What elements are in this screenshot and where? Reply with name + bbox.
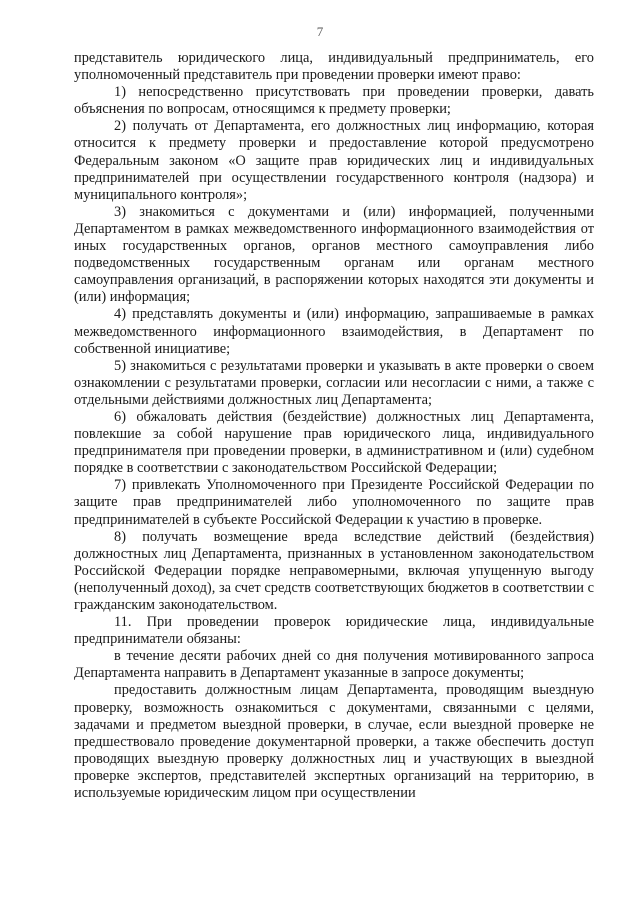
paragraph-obligation-2: предоставить должностным лицам Департамента, проводящим выездную проверку, возможность ознакомиться с документами, связанными с целями, задачами и предметом выездной проверки, в случае, если выездной проверке не предшествовало проведение документарной проверки, а также обеспечить доступ проводящих выездную проверку должностных лиц и участвующих в выездной проверке экспертов, представителей экспертных организаций на территорию, в используемые юридическим лицом при осуществлении [74,682,594,802]
paragraph-right-3: 3) знакомиться с документами и (или) информацией, полученными Департаментом в рамках межведомственного информационного взаимодействия от иных государственных органов, органов местного самоуправления либо подведомственных государственным органам или органам местного самоуправления организаций, в распоряжении которых находятся эти документы и (или) информация; [74,203,594,306]
paragraph-right-7: 7) привлекать Уполномоченного при Президенте Российской Федерации по защите прав предпринимателей либо уполномоченного по защите прав предпринимателей в субъекте Российской Федерации к участию в проверке. [74,477,594,528]
paragraph-right-8: 8) получать возмещение вреда вследствие действий (бездействия) должностных лиц Департамента, признанных в установленном законодательством Российской Федерации порядке неправомерными, включая упущенную выгоду (неполученный доход), за счет средств соответствующих бюджетов в соответствии с гражданским законодательством. [74,528,594,613]
paragraph-right-5: 5) знакомиться с результатами проверки и указывать в акте проверки о своем ознакомлении с результатами проверки, согласии или несогласии с ними, а также с отдельными действиями должностных лиц Департамента; [74,357,594,408]
paragraph-section-11: 11. При проведении проверок юридические лица, индивидуальные предприниматели обязаны: [74,614,594,648]
page-number: 7 [316,24,324,39]
paragraph-right-6: 6) обжаловать действия (бездействие) должностных лиц Департамента, повлекшие за собой нарушение прав юридического лица, индивидуального предпринимателя при проведении проверки, в административном и (или) судебном порядке в соответствии с законодательством Российской Федерации; [74,408,594,477]
document-body [74,50,594,802]
paragraph-intro: представитель юридического лица, индивидуальный предприниматель, его уполномоченный представитель при проведении проверки имеют право: [74,50,594,84]
paragraph-obligation-1: в течение десяти рабочих дней со дня получения мотивированного запроса Департамента направить в Департамент указанные в запросе документы; [74,648,594,682]
paragraph-right-4: 4) представлять документы и (или) информацию, запрашиваемые в рамках межведомственного информационного взаимодействия, в Департамент по собственной инициативе; [74,306,594,357]
paragraph-right-1: 1) непосредственно присутствовать при проведении проверки, давать объяснения по вопросам, относящимся к предмету проверки; [74,84,594,118]
paragraph-right-2: 2) получать от Департамента, его должностных лиц информацию, которая относится к предмету проверки и предоставление которой предусмотрено Федеральным законом «О защите прав юридических лиц и индивидуальных предпринимателей при осуществлении государственного контроля (надзора) и муниципального контроля»; [74,118,594,203]
